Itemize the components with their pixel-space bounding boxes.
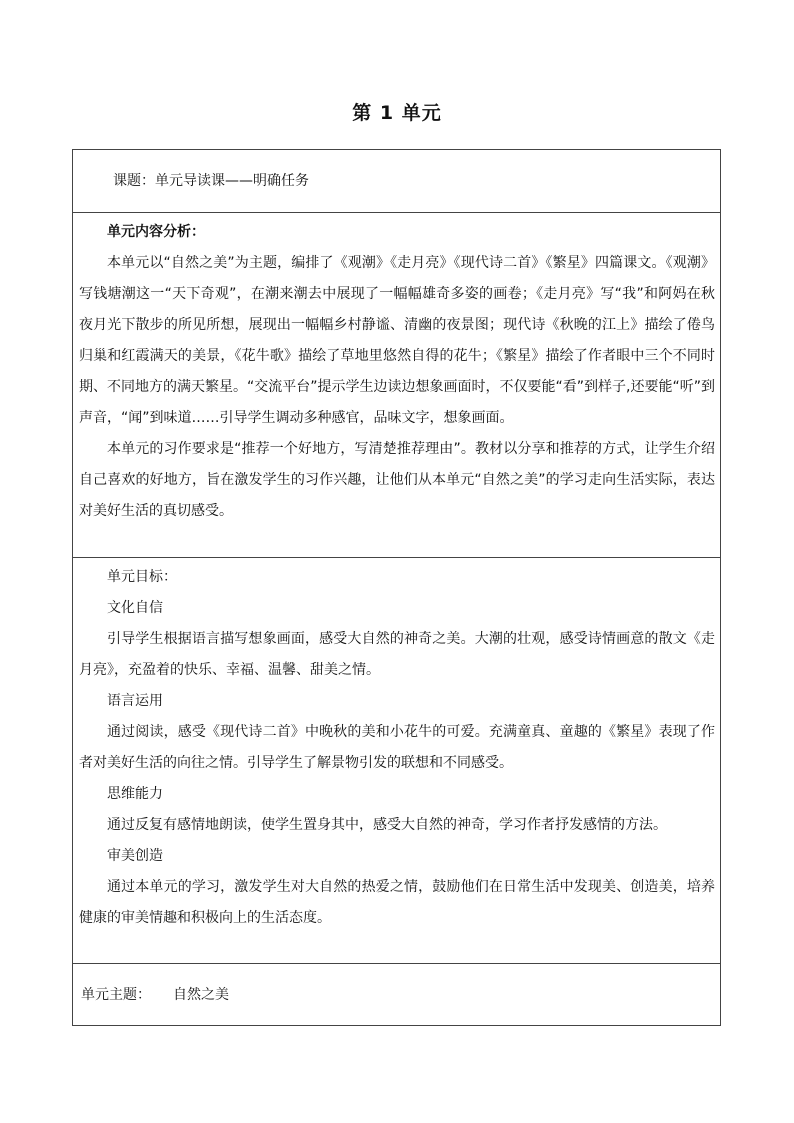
unit-theme-row bbox=[73, 964, 720, 1026]
unit-analysis-block bbox=[79, 217, 715, 527]
goal-text-culture: 引导学生根据语言描写想象画面，感受大自然的神奇之美。大潮的壮观，感受诗情画意的散文《走月亮》，充盈着的快乐、幸福、温馨、甜美之情。 bbox=[79, 631, 715, 678]
unit-analysis-row bbox=[73, 213, 720, 558]
page-title: 第 1 单元 bbox=[352, 102, 442, 124]
analysis-heading: 单元内容分析： bbox=[107, 224, 205, 240]
theme-label: 单元主题： bbox=[81, 987, 151, 1003]
lesson-title: 课题：单元导读课——明确任务 bbox=[113, 173, 309, 189]
goals-heading: 单元目标： bbox=[107, 569, 177, 585]
lesson-plan-table bbox=[72, 149, 721, 1026]
goal-text-language: 通过阅读，感受《现代诗二首》中晚秋的美和小花牛的可爱。充满童真、童趣的《繁星》表现了作者对美好生活的向往之情。引导学生了解景物引发的联想和不同感受。 bbox=[79, 724, 715, 771]
goal-text-thinking: 通过反复有感情地朗读，使学生置身其中，感受大自然的神奇，学习作者抒发感情的方法。 bbox=[107, 817, 667, 833]
goal-title-aesthetics: 审美创造 bbox=[107, 848, 163, 864]
goal-title-culture: 文化自信 bbox=[107, 600, 163, 616]
analysis-paragraph: 本单元以“自然之美”为主题，编排了《观潮》《走月亮》《现代诗二首》《繁星》四篇课文。《观潮》写钱塘潮这一“天下奇观”，在潮来潮去中展现了一幅幅雄奇多姿的画卷；《走月亮》写“我”和阿妈在秋夜月光下散步的所见所想，展现出一幅幅乡村静谧、清幽的夜景图；现代诗《秋晚的江上》描绘了倦鸟归巢和红霞满天的美景，《花牛歌》描绘了草地里悠然自得的花牛；《繁星》描绘了作者眼中三个不同时期、不同地方的满天繁星。“交流平台”提示学生边读边想象画面时，不仅要能“看”到样子,还要能“听”到声音，“闻”到味道……引导学生调动多种感官，品味文字，想象画面。 bbox=[79, 255, 715, 426]
analysis-paragraph: 本单元的习作要求是“推荐一个好地方，写清楚推荐理由”。教材以分享和推荐的方式，让学生介绍自己喜欢的好地方，旨在激发学生的习作兴趣，让他们从本单元“自然之美”的学习走向生活实际，表达对美好生活的真切感受。 bbox=[79, 441, 715, 519]
unit-goals-row bbox=[73, 558, 720, 964]
goal-title-language: 语言运用 bbox=[107, 693, 163, 709]
goal-title-thinking: 思维能力 bbox=[107, 786, 163, 802]
goal-text-aesthetics: 通过本单元的学习，激发学生对大自然的热爱之情，鼓励他们在日常生活中发现美、创造美，培养健康的审美情趣和积极向上的生活态度。 bbox=[79, 879, 715, 926]
theme-value: 自然之美 bbox=[173, 987, 229, 1003]
unit-goals-block bbox=[79, 562, 715, 934]
lesson-title-row bbox=[73, 150, 720, 213]
